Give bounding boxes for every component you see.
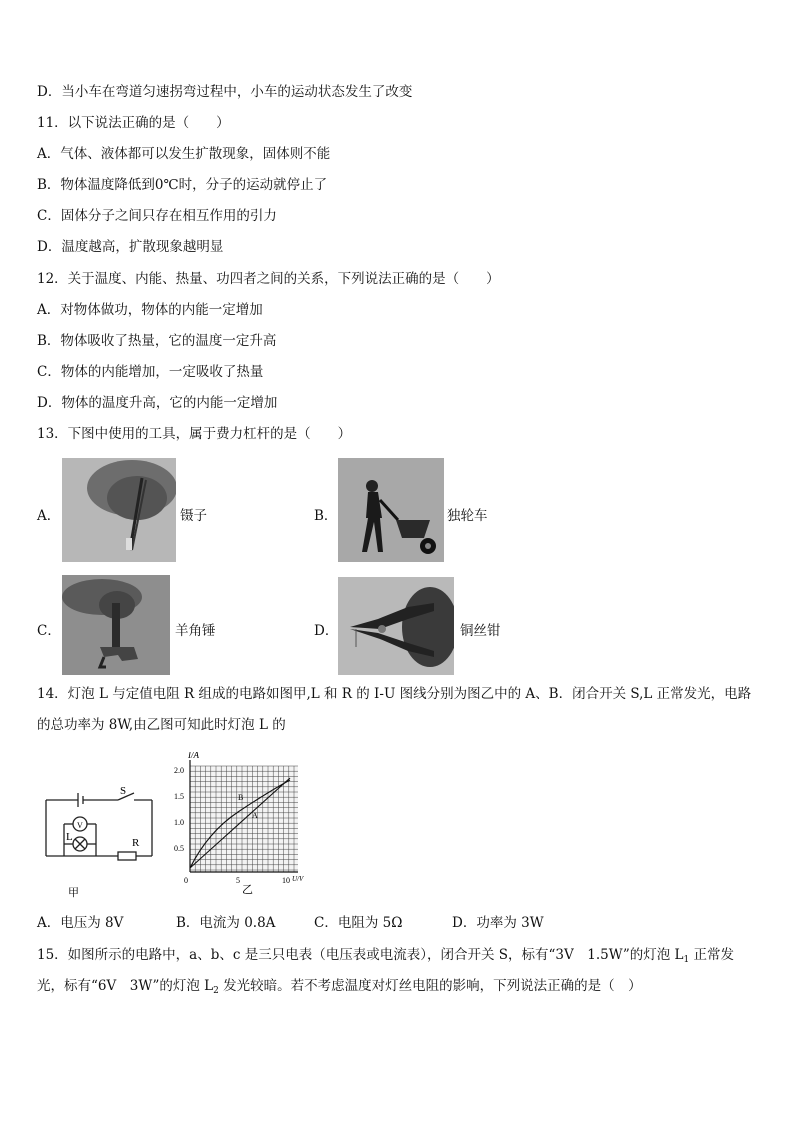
q14-stem-line1: 14．灯泡 L 与定值电阻 R 组成的电路如图甲,L 和 R 的 I-U 图线分别为图乙中的 A、B．闭合开关 S,L 正常发光，电路	[37, 686, 752, 702]
q13-letter-b: B．	[314, 508, 338, 524]
q11-option-d: D．温度越高，扩散现象越明显	[37, 239, 224, 255]
circuit-label-v: V	[77, 821, 83, 830]
curve-a-label: A	[252, 811, 258, 820]
q13-letter-c: C．	[37, 623, 61, 639]
q14-option-d: D．功率为 3W	[452, 915, 544, 931]
circuit-diagram	[40, 780, 160, 900]
q12-option-d: D．物体的温度升高，它的内能一定增加	[37, 395, 278, 411]
circuit-label-s: S	[120, 785, 127, 797]
q14-stem-line2: 的总功率为 8W,由乙图可知此时灯泡 L 的	[37, 717, 286, 733]
q13-letter-a: A．	[37, 508, 61, 524]
curve-b-label: B	[238, 793, 244, 802]
wire-pliers-photo	[338, 577, 454, 675]
q12-stem: 12．关于温度、内能、热量、功四者之间的关系，下列说法正确的是（ ）	[37, 271, 500, 287]
q15-line1: 15．如图所示的电路中，a、b、c 是三只电表（电压表或电流表），闭合开关 S，标有“3V 1.5W”的灯泡 $L_1$ 正常发	[37, 947, 735, 965]
q12-option-c: C．物体的内能增加，一定吸收了热量	[37, 364, 264, 380]
q13-caption-a: 镊子	[180, 508, 207, 524]
x-axis-label: U/V	[292, 875, 304, 883]
q15-line2: 光，标有“6V 3W”的灯泡 $L_2$ 发光较暗。若不考虑温度对灯丝电阻的影响，下列说法正确的是（ ）	[37, 978, 642, 996]
q14-option-a: A．电压为 8V	[37, 915, 124, 931]
circuit-caption: 甲	[68, 887, 79, 899]
y-axis-label: I/A	[188, 752, 199, 760]
q11-stem: 11．以下说法正确的是（ ）	[37, 115, 230, 131]
y-tick-2-0: 2.0	[174, 766, 184, 775]
q12-option-b: B．物体吸收了热量，它的温度一定升高	[37, 333, 277, 349]
q12-option-a: A．对物体做功，物体的内能一定增加	[37, 302, 263, 318]
q13-caption-c: 羊角锤	[175, 623, 216, 639]
y-tick-1-0: 1.0	[174, 818, 184, 827]
tweezers-photo	[62, 458, 176, 562]
q10-option-d: D．当小车在弯道匀速拐弯过程中，小车的运动状态发生了改变	[37, 84, 413, 100]
x-tick-10: 10	[282, 876, 290, 885]
q14-option-c: C．电阻为 5Ω	[314, 915, 403, 931]
q11-option-c: C．固体分子之间只存在相互作用的引力	[37, 208, 277, 224]
q14-option-b: B．电流为 0.8A	[176, 915, 276, 931]
graph-caption: 乙	[242, 884, 253, 894]
x-tick-0: 0	[184, 876, 188, 885]
wheelbarrow-photo	[338, 458, 444, 562]
circuit-label-l: L	[66, 831, 73, 843]
q13-stem: 13．下图中使用的工具，属于费力杠杆的是（ ）	[37, 426, 352, 442]
claw-hammer-photo	[62, 575, 170, 675]
q13-letter-d: D．	[314, 623, 339, 639]
y-tick-0-5: 0.5	[174, 844, 184, 853]
q13-caption-d: 铜丝钳	[460, 623, 501, 639]
q11-option-b: B．物体温度降低到0℃时，分子的运动就停止了	[37, 177, 328, 193]
y-tick-1-5: 1.5	[174, 792, 184, 801]
x-tick-5: 5	[236, 876, 240, 885]
circuit-label-r: R	[132, 837, 140, 849]
q13-caption-b: 独轮车	[447, 508, 488, 524]
iu-graph	[168, 752, 308, 894]
q11-option-a: A．气体、液体都可以发生扩散现象，固体则不能	[37, 146, 331, 162]
